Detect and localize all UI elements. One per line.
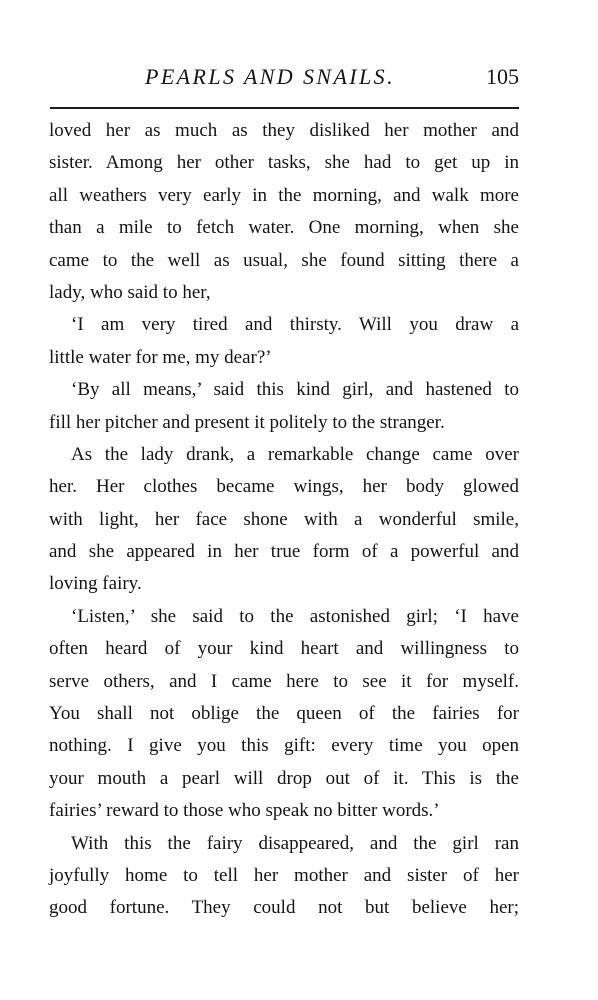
text-line: ‘Listen,’ she said to the astonished girl; ‘I have (71, 605, 519, 627)
paragraph-2 (49, 309, 519, 374)
text-line: fill her pitcher and present it politely to the stranger. (49, 411, 445, 433)
running-title: PEARLS AND SNAILS. (145, 64, 395, 89)
text-line: sister. Among her other tasks, she had to get up in (49, 152, 519, 174)
text-line: loving fairy. (49, 573, 142, 595)
page-number: 105 (486, 64, 519, 89)
text-line: all weathers very early in the morning, and walk more (49, 184, 519, 206)
text-line: As the lady drank, a remarkable change came over (71, 443, 519, 465)
paragraph-3 (49, 374, 519, 439)
text-line: ‘By all means,’ said this kind girl, and hastened to (71, 379, 519, 401)
text-line: With this the fairy disappeared, and the girl ran (71, 832, 519, 854)
text-line: lady, who said to her, (49, 281, 211, 303)
paragraph-1 (49, 115, 519, 309)
text-line: good fortune. They could not but believe her; (49, 897, 519, 919)
text-line: fairies’ reward to those who speak no bitter words.’ (49, 800, 440, 822)
text-line: joyfully home to tell her mother and sister of her (49, 864, 519, 886)
text-line: than a mile to fetch water. One morning, when she (49, 217, 519, 239)
text-line: often heard of your kind heart and willingness to (49, 638, 519, 660)
text-line: loved her as much as they disliked her mother and (49, 120, 519, 141)
header-rule (50, 107, 519, 109)
page-header (0, 62, 598, 102)
paragraph-6 (49, 828, 519, 925)
text-line: her. Her clothes became wings, her body glowed (49, 476, 519, 498)
text-line: nothing. I give you this gift: every time you open (49, 735, 519, 757)
paragraph-5 (49, 601, 519, 828)
text-line: little water for me, my dear?’ (49, 346, 272, 368)
body-text (49, 115, 519, 925)
text-line: and she appeared in her true form of a powerful and (49, 541, 519, 563)
text-line: ‘I am very tired and thirsty. Will you draw a (71, 314, 519, 336)
text-line: You shall not oblige the queen of the fairies for (49, 703, 519, 725)
text-line: your mouth a pearl will drop out of it. This is the (49, 767, 519, 789)
text-line: serve others, and I came here to see it for myself. (49, 670, 519, 692)
text-line: with light, her face shone with a wonderful smile, (49, 508, 519, 530)
paragraph-4 (49, 439, 519, 601)
text-line: came to the well as usual, she found sitting there a (49, 249, 519, 271)
